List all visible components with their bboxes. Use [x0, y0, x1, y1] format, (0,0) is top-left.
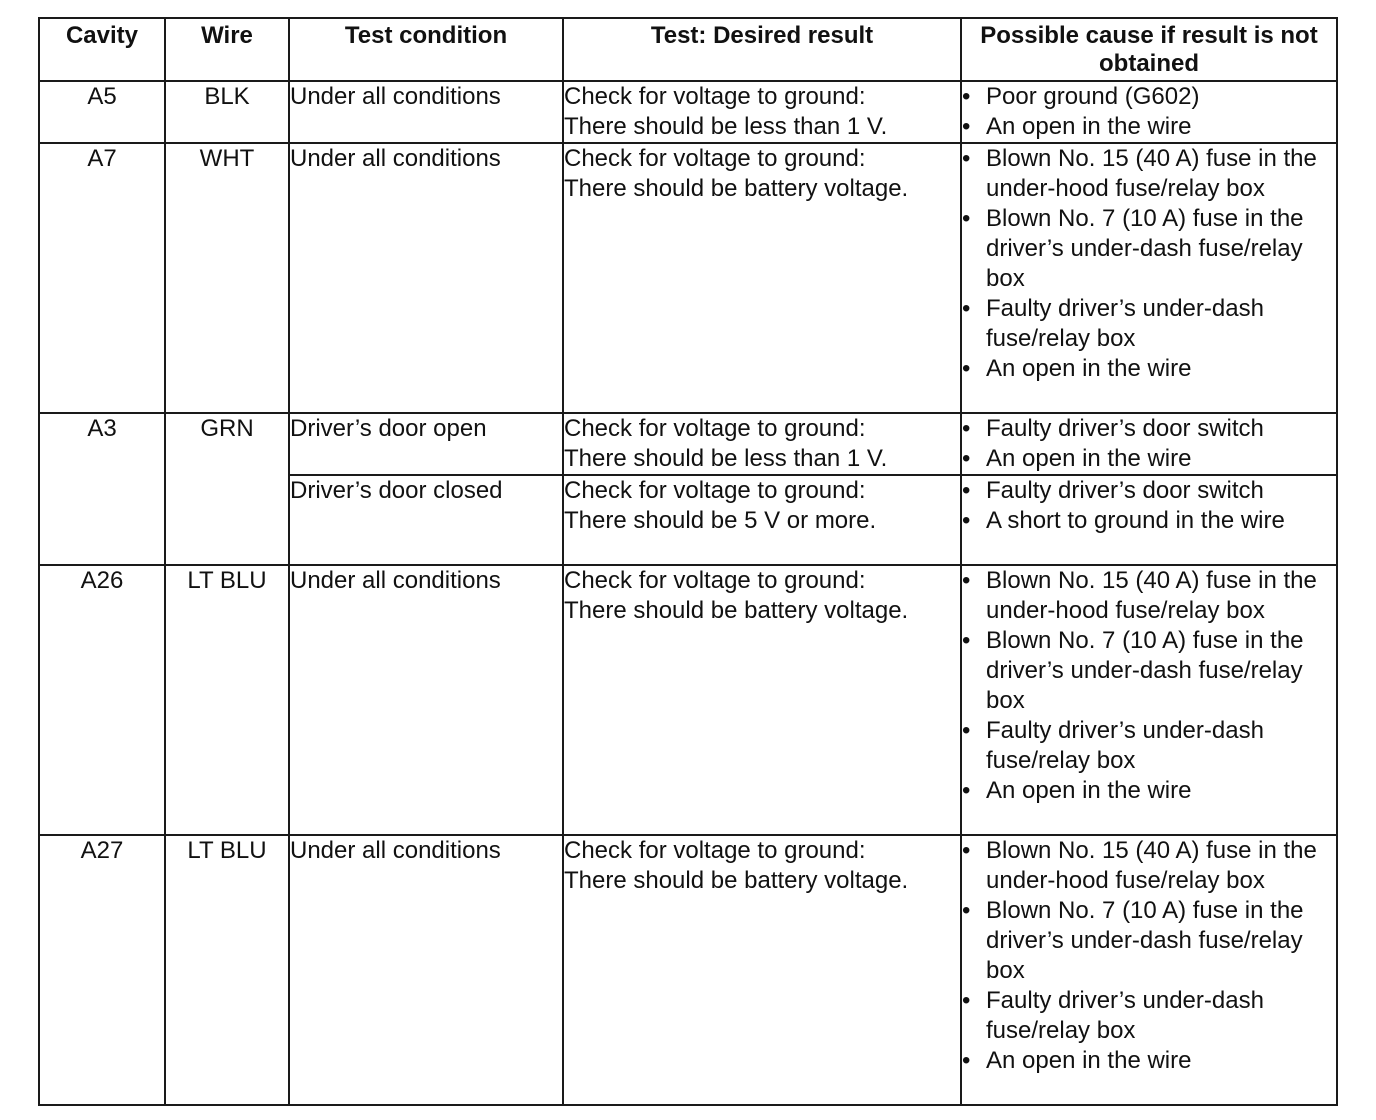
- result-line: Check for voltage to ground:: [564, 477, 866, 504]
- cause-item: • Faulty driver’s door switch: [962, 476, 1336, 506]
- result-line: Check for voltage to ground:: [564, 567, 866, 594]
- cause-list: [962, 476, 1336, 536]
- cause-list: [962, 144, 1336, 384]
- header-wire: Wire: [165, 18, 289, 81]
- cause-item: • Blown No. 15 (40 A) fuse in the under-hood fuse/relay box: [962, 836, 1336, 896]
- result-cell: [563, 835, 961, 1105]
- cause-item: • Blown No. 15 (40 A) fuse in the under-hood fuse/relay box: [962, 566, 1336, 626]
- result-line: Check for voltage to ground:: [564, 145, 866, 172]
- result-cell: [563, 413, 961, 475]
- condition-cell: Under all conditions: [289, 565, 563, 835]
- cause-list: [962, 414, 1336, 474]
- result-line: There should be 5 V or more.: [564, 507, 877, 534]
- cause-list: [962, 836, 1336, 1076]
- result-line: There should be battery voltage.: [564, 867, 909, 894]
- cavity-cell: A5: [39, 81, 165, 143]
- result-line: There should be less than 1 V.: [564, 113, 888, 140]
- wire-cell: GRN: [165, 413, 289, 565]
- cause-cell: [961, 475, 1337, 565]
- result-line: There should be less than 1 V.: [564, 445, 888, 472]
- result-line: There should be battery voltage.: [564, 175, 909, 202]
- result-line: There should be battery voltage.: [564, 597, 909, 624]
- table-row: [39, 413, 1337, 475]
- result-cell: [563, 475, 961, 565]
- header-possible-cause: Possible cause if result is not obtained: [961, 18, 1337, 81]
- header-cavity: Cavity: [39, 18, 165, 81]
- header-test-condition: Test condition: [289, 18, 563, 81]
- cause-item: • Poor ground (G602): [962, 82, 1336, 112]
- cavity-cell: A26: [39, 565, 165, 835]
- wire-cell: WHT: [165, 143, 289, 413]
- table-row: [39, 81, 1337, 143]
- cause-list: [962, 566, 1336, 806]
- result-line: Check for voltage to ground:: [564, 83, 866, 110]
- cavity-cell: A7: [39, 143, 165, 413]
- table-row: [39, 143, 1337, 413]
- cause-item: • Faulty driver’s door switch: [962, 414, 1336, 444]
- cavity-cell: A3: [39, 413, 165, 565]
- condition-cell: Under all conditions: [289, 143, 563, 413]
- condition-cell: Under all conditions: [289, 81, 563, 143]
- cause-cell: [961, 835, 1337, 1105]
- cause-list: [962, 82, 1336, 142]
- cause-cell: [961, 413, 1337, 475]
- condition-cell: Driver’s door open: [289, 413, 563, 475]
- cause-cell: [961, 81, 1337, 143]
- condition-cell: Driver’s door closed: [289, 475, 563, 565]
- cause-item: • Faulty driver’s under-dash fuse/relay box: [962, 986, 1336, 1046]
- connector-test-table: [38, 17, 1338, 1106]
- cause-item: • A short to ground in the wire: [962, 506, 1336, 536]
- table-row: [39, 565, 1337, 835]
- cause-item: • Faulty driver’s under-dash fuse/relay box: [962, 294, 1336, 354]
- cause-item: • Blown No. 7 (10 A) fuse in the driver’s under-dash fuse/relay box: [962, 626, 1336, 716]
- wire-cell: BLK: [165, 81, 289, 143]
- result-line: Check for voltage to ground:: [564, 837, 866, 864]
- condition-cell: Under all conditions: [289, 835, 563, 1105]
- wire-cell: LT BLU: [165, 835, 289, 1105]
- header-desired-result: Test: Desired result: [563, 18, 961, 81]
- result-line: Check for voltage to ground:: [564, 415, 866, 442]
- cavity-cell: A27: [39, 835, 165, 1105]
- cause-item: • Blown No. 7 (10 A) fuse in the driver’s under-dash fuse/relay box: [962, 204, 1336, 294]
- cause-cell: [961, 143, 1337, 413]
- cause-item: • An open in the wire: [962, 444, 1336, 474]
- result-cell: [563, 81, 961, 143]
- table-row: [39, 835, 1337, 1105]
- cause-item: • Blown No. 7 (10 A) fuse in the driver’s under-dash fuse/relay box: [962, 896, 1336, 986]
- result-cell: [563, 143, 961, 413]
- cause-item: • Faulty driver’s under-dash fuse/relay box: [962, 716, 1336, 776]
- cause-item: • Blown No. 15 (40 A) fuse in the under-hood fuse/relay box: [962, 144, 1336, 204]
- cause-item: • An open in the wire: [962, 1046, 1336, 1076]
- cause-item: • An open in the wire: [962, 354, 1336, 384]
- cause-item: • An open in the wire: [962, 112, 1336, 142]
- result-cell: [563, 565, 961, 835]
- header-row: [39, 18, 1337, 81]
- cause-cell: [961, 565, 1337, 835]
- cause-item: • An open in the wire: [962, 776, 1336, 806]
- wire-cell: LT BLU: [165, 565, 289, 835]
